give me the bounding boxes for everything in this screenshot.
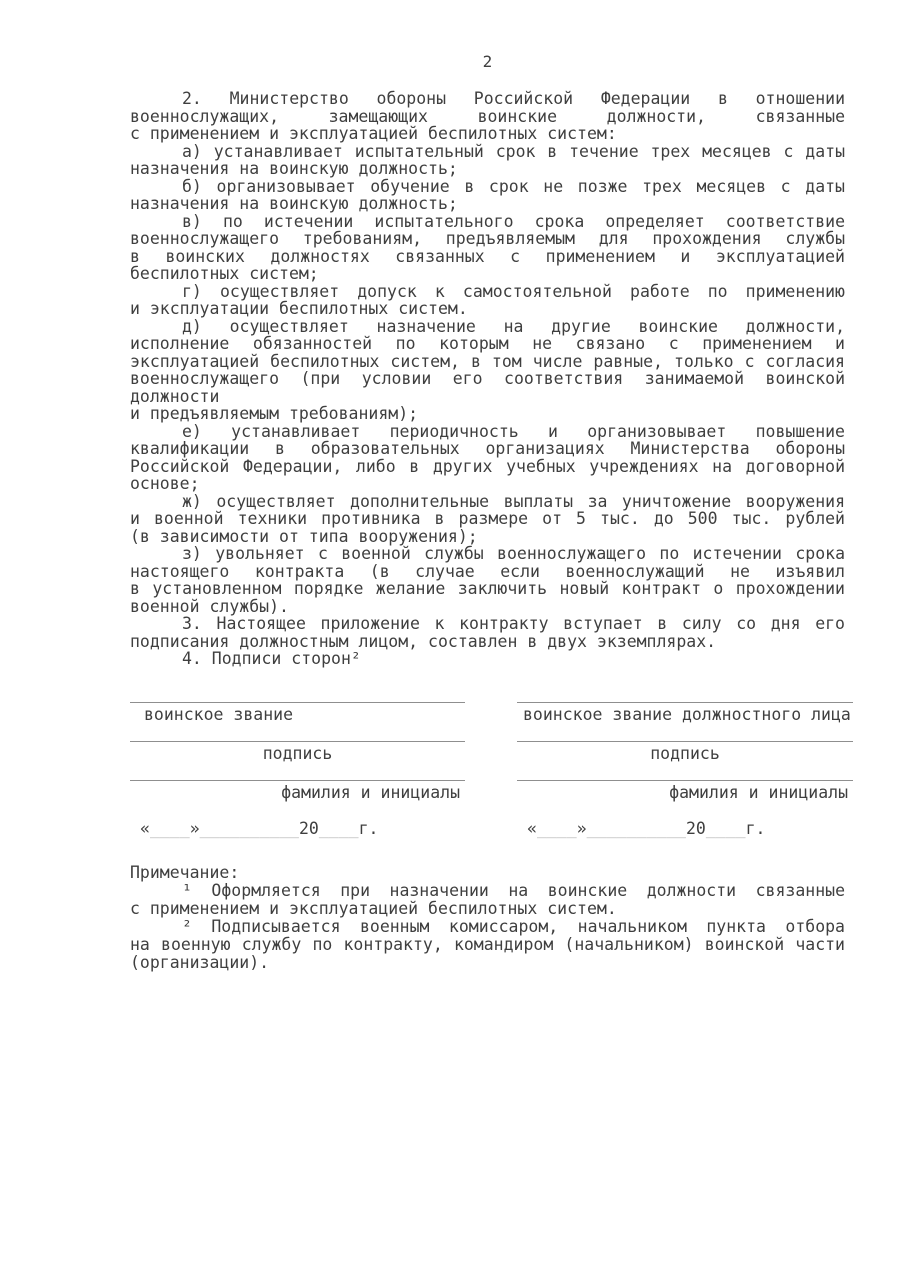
paragraph-3 [130,615,845,650]
text-line: 4. Подписи сторон² [182,649,361,668]
subparagraph-zh [130,493,845,546]
text-line: е) устанавливает периодичность и организовывает повышение [182,421,845,441]
year-blank: ____ [705,819,746,838]
year-prefix: 20 [298,819,319,838]
year-suffix: г. [745,819,766,838]
name-signature-line [130,780,465,781]
page-number: 2 [482,52,493,71]
subparagraph-d [130,318,845,423]
text-line: б) организовывает обучение в срок не позже трех месяцев с даты [182,176,845,196]
open-quote: « [527,819,537,838]
text-line: Российской Федерации, либо в других учебных учреждениях на договорной [130,456,845,476]
year-blank: ____ [318,819,359,838]
text-line: в) по истечении испытательного срока определяет соответствие [182,211,845,231]
subparagraph-e [130,423,845,493]
footnote-2 [130,918,845,972]
text-line: исполнение обязанностей по которым не связано с применением и [130,334,845,353]
text-line: д) осуществляет назначение на другие воинские должности, [182,316,845,336]
text-line: настоящего контракта (в случае если военнослужащий не изъявил [130,561,845,581]
signature-label: подпись [262,744,333,763]
text-line: и военной техники противника в размере от 5 тыс. до 500 тыс. рублей [130,509,845,528]
text-line: назначения на воинскую должность; [130,194,458,213]
subparagraph-v [130,213,845,283]
rank-signature-line [130,702,465,703]
footnote-1 [130,882,845,918]
text-line: назначения на воинскую должность; [130,159,458,178]
name-field [517,780,853,819]
text-line: а) устанавливает испытательный срок в течение трех месяцев с даты [182,141,845,161]
date-field [517,819,853,838]
text-line: в установленном порядке желание заключить новый контракт о прохождении [130,579,845,598]
text-line: (организации). [130,953,270,972]
month-blank: __________ [586,819,686,838]
text-line: квалификации в образовательных организациях Министерства обороны [130,439,845,458]
rank-label: воинское звание [144,705,294,724]
year-prefix: 20 [685,819,706,838]
rank-field [130,702,465,741]
subparagraph-a [130,143,845,178]
text-line: с применением и эксплуатацией беспилотных систем. [130,899,617,918]
name-label: фамилия и инициалы [281,783,460,802]
text-line: 3. Настоящее приложение к контракту вступает в силу со дня его [182,614,845,633]
signature-line [517,741,853,742]
rank-signature-line [517,702,853,703]
open-quote: « [140,819,150,838]
text-line: в воинских должностях связанных с применением и эксплуатацией [130,246,845,266]
month-blank: __________ [199,819,299,838]
document-body [130,90,845,668]
signature-line [130,741,465,742]
text-line: беспилотных систем; [130,264,319,283]
text-line: и эксплуатации беспилотных систем. [130,299,468,318]
signature-block [130,702,853,838]
rank-field [517,702,853,741]
text-line: ж) осуществляет дополнительные выплаты за уничтожение вооружения [182,491,845,511]
paragraph-4-signatures-heading [130,650,845,668]
text-line: 2. Министерство обороны Российской Федерации в отношении [182,89,845,108]
text-line: военнослужащего требованиям, предъявляемым для прохождения службы [130,229,845,248]
text-line: г) осуществляет допуск к самостоятельной работе по применению [182,281,845,301]
text-line: эксплуатацией беспилотных систем, в том числе равные, только с согласия [130,351,845,371]
year-suffix: г. [358,819,379,838]
close-quote: » [189,819,200,838]
text-line: основе; [130,474,200,493]
text-line: ¹ Оформляется при назначении на воинские должности связанные [182,881,845,900]
text-line: на военную службу по контракту, командиром (начальником) воинской части [130,935,845,954]
text-line: военной службы). [130,596,289,616]
notes-title: Примечание: [130,863,240,882]
name-label: фамилия и инициалы [669,783,848,802]
subparagraph-g [130,283,845,318]
name-field [130,780,465,819]
text-line: з) увольняет с военной службы военнослужащего по истечении срока [182,544,845,563]
subparagraph-z [130,545,845,615]
text-line: с применением и эксплуатацией беспилотных систем: [130,124,617,143]
signature-field [130,741,465,780]
paragraph-2-intro [130,90,845,143]
subparagraph-b [130,178,845,213]
signature-label: подпись [650,744,720,763]
day-blank: ____ [536,819,577,838]
close-quote: » [576,819,587,838]
notes-section [130,864,845,972]
text-line: и предъявляемым требованиям); [130,404,419,423]
text-line: подписания должностным лицом, составлен в двух экземплярах. [130,631,717,651]
signature-column-servicemember [130,702,465,838]
text-line: должности [130,386,220,406]
text-line: военнослужащего (при условии его соответствия занимаемой воинской [130,369,845,388]
name-signature-line [517,780,853,781]
signature-column-official [517,702,853,838]
text-line: военнослужащих, замещающих воинские должности, связанные [130,106,845,126]
day-blank: ____ [149,819,190,838]
text-line: (в зависимости от типа вооружения); [130,526,478,546]
text-line: ² Подписывается военным комиссаром, начальником пункта отбора [182,917,845,936]
signature-field [517,741,853,780]
date-field [130,819,465,838]
rank-label: воинское звание должностного лица [523,705,851,724]
